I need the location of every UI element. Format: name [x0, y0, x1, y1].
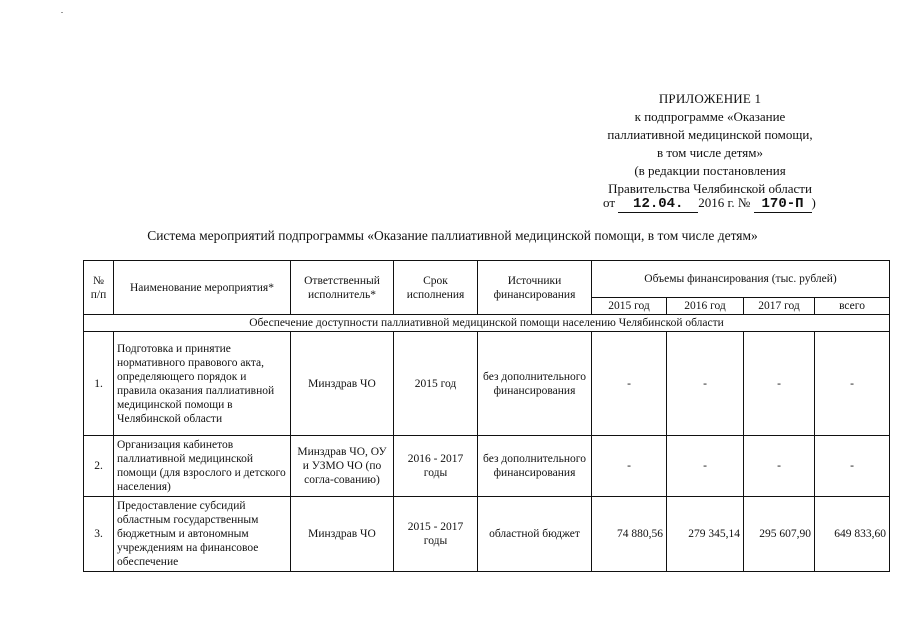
row-value: 74 880,56	[592, 497, 667, 572]
row-value: -	[815, 332, 890, 436]
row-num: 2.	[84, 436, 114, 497]
row-executor: Минздрав ЧО	[291, 497, 394, 572]
header-year: 2015 год	[592, 298, 667, 315]
header-total: всего	[815, 298, 890, 315]
row-value: -	[744, 332, 815, 436]
header-executor: Ответственный исполнитель*	[291, 261, 394, 315]
row-num: 1.	[84, 332, 114, 436]
row-term: 2016 - 2017 годы	[394, 436, 478, 497]
row-value: -	[667, 332, 744, 436]
row-executor: Минздрав ЧО	[291, 332, 394, 436]
header-num: № п/п	[84, 261, 114, 315]
appendix-line: паллиативной медицинской помощи,	[607, 127, 813, 142]
resolution-date: 12.04.	[618, 197, 698, 213]
appendix-line: Правительства Челябинской области	[608, 181, 812, 196]
row-executor: Минздрав ЧО, ОУ и УЗМО ЧО (по согла-сованию)	[291, 436, 394, 497]
table-row	[84, 436, 890, 497]
row-value: 295 607,90	[744, 497, 815, 572]
header-year: 2016 год	[667, 298, 744, 315]
header-name: Наименование мероприятия*	[114, 261, 291, 315]
appendix-header	[560, 90, 860, 198]
row-source: без дополнительного финансирования	[478, 332, 592, 436]
row-source: без дополнительного финансирования	[478, 436, 592, 497]
row-name: Организация кабинетов паллиативной медицинской помощи (для взрослого и детского населения)	[114, 436, 291, 497]
scan-speck	[61, 12, 63, 13]
row-value: 649 833,60	[815, 497, 890, 572]
row-source: областной бюджет	[478, 497, 592, 572]
appendix-line: (в редакции постановления	[634, 163, 786, 178]
row-value: 279 345,14	[667, 497, 744, 572]
row-value: -	[592, 436, 667, 497]
header-row	[84, 261, 890, 298]
appendix-title: ПРИЛОЖЕНИЕ 1	[658, 91, 762, 106]
row-term: 2015 - 2017 годы	[394, 497, 478, 572]
resolution-date-line	[603, 195, 816, 213]
close-paren: )	[811, 195, 816, 210]
date-prefix: от	[603, 195, 616, 210]
section-row	[84, 315, 890, 332]
appendix-line: в том числе детям»	[657, 145, 763, 160]
activities-table	[83, 260, 890, 572]
date-suffix: 2016 г. №	[698, 195, 751, 210]
document-title: Система мероприятий подпрограммы «Оказание паллиативной медицинской помощи, в том числе детям»	[147, 228, 758, 243]
appendix-line: к подпрограмме «Оказание	[634, 109, 786, 124]
row-term: 2015 год	[394, 332, 478, 436]
section-title: Обеспечение доступности паллиативной медицинской помощи населению Челябинской области	[84, 315, 890, 332]
header-volumes: Объемы финансирования (тыс. рублей)	[592, 261, 890, 298]
header-term: Срок исполнения	[394, 261, 478, 315]
row-num: 3.	[84, 497, 114, 572]
table-row	[84, 332, 890, 436]
header-year: 2017 год	[744, 298, 815, 315]
row-name: Предоставление субсидий областным государственным бюджетным и автономным учреждениям на финансовое обеспечение	[114, 497, 291, 572]
resolution-number: 170-П	[754, 197, 812, 213]
table-row	[84, 497, 890, 572]
row-value: -	[744, 436, 815, 497]
row-value: -	[815, 436, 890, 497]
row-value: -	[667, 436, 744, 497]
row-name: Подготовка и принятие нормативного правового акта, определяющего порядок и правила оказания паллиативной медицинской помощи в Челябинской области	[114, 332, 291, 436]
header-sources: Источники финансирования	[478, 261, 592, 315]
row-value: -	[592, 332, 667, 436]
